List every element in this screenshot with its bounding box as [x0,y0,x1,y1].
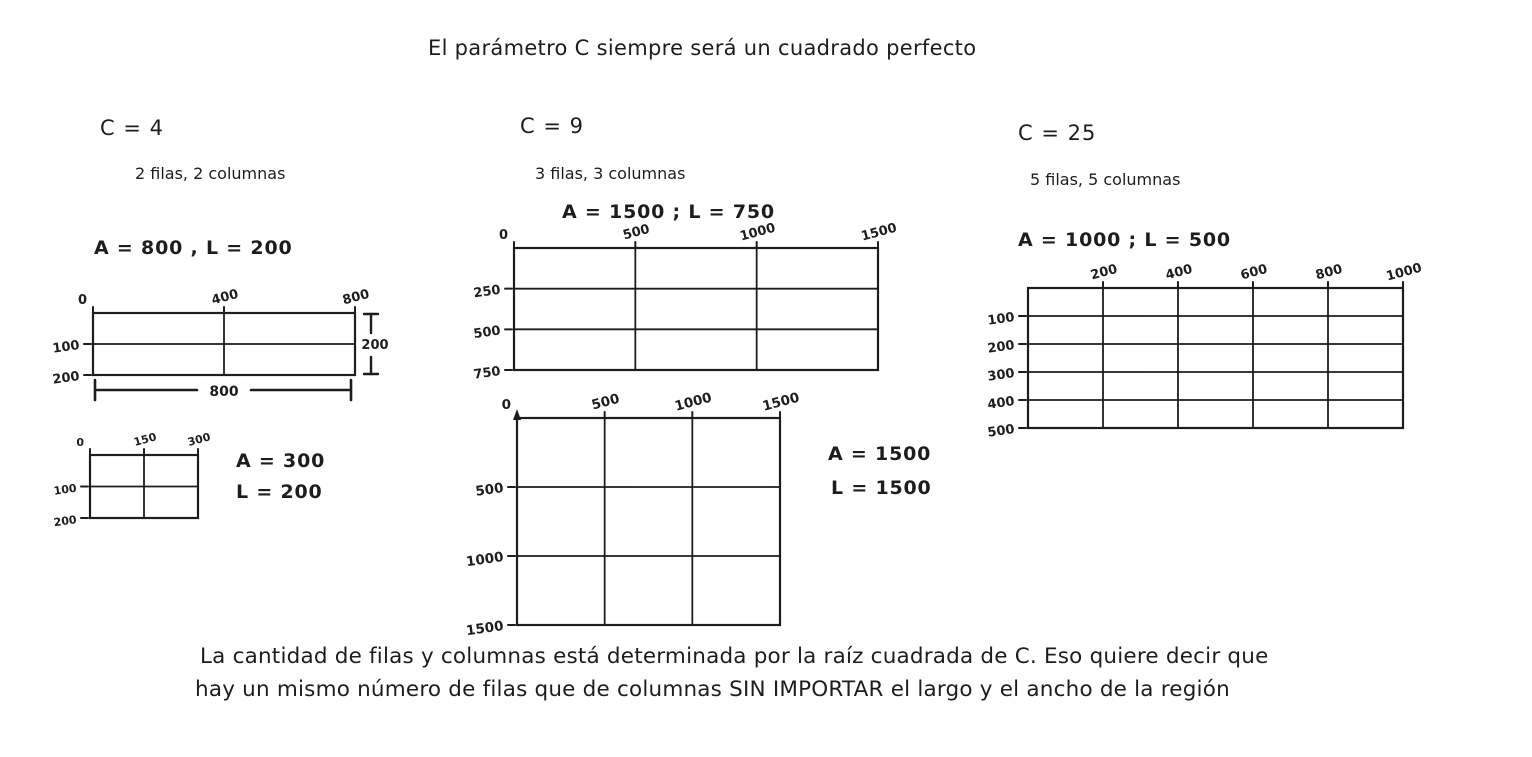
y-tick-label: 100 [51,338,81,357]
footer-line-1: La cantidad de filas y columnas está determinada por la raíz cuadrada de C. Eso quiere decir que [200,644,1269,669]
y-tick-label: 1000 [465,549,505,571]
height-bracket-label: 200 [361,338,389,353]
x-tick-label: 400 [1164,261,1195,284]
grid-border [514,248,878,370]
panel-c4-formula: A = 800 , L = 200 [94,237,293,259]
width-bracket-label: 800 [209,384,239,400]
y-tick-label: 400 [986,394,1016,413]
x-tick-label: 150 [132,430,158,449]
grid-c9-square [465,390,801,640]
x-tick-label: 1000 [1384,260,1424,285]
page-title: El parámetro C siempre será un cuadrado perfecto [428,36,977,60]
panel-c4-heading: C = 4 [100,116,164,140]
grid-c4-large [52,287,389,400]
x-tick-label: 800 [1314,261,1345,284]
x-tick-label: 500 [621,221,652,244]
y-tick-label: 1500 [465,618,505,640]
axis-arrowhead [513,409,521,420]
panel-c4-length-label: L = 200 [236,481,323,503]
grid-c4-small [53,430,212,529]
panel-c9-subtitle: 3 filas, 3 columnas [535,164,686,183]
x-tick-label: 400 [210,286,241,309]
x-tick-label: 1500 [760,389,802,415]
y-tick-label: 500 [474,480,505,500]
x-tick-label: 0 [76,436,84,449]
grid-border [517,418,780,625]
x-tick-label: 0 [501,397,511,413]
panel-c4-subtitle: 2 filas, 2 columnas [135,164,286,183]
panel-c25-formula: A = 1000 ; L = 500 [1018,229,1231,251]
y-tick-label: 750 [472,364,502,383]
y-tick-label: 500 [986,422,1016,441]
x-tick-label: 200 [1089,261,1120,284]
y-tick-label: 250 [472,282,502,302]
panel-c4-area-label: A = 300 [236,450,326,472]
y-tick-label: 500 [472,323,502,343]
grid-c25 [987,261,1424,441]
panel-c9-heading: C = 9 [520,114,584,138]
x-tick-label: 300 [186,430,212,449]
footer-line-2: hay un mismo número de filas que de columnas SIN IMPORTAR el largo y el ancho de la región [195,677,1230,702]
x-tick-label: 0 [498,228,508,243]
panel-c25-heading: C = 25 [1018,121,1097,145]
panel-c9-formula: A = 1500 ; L = 750 [562,201,775,223]
panel-c9-area-label: A = 1500 [828,443,932,465]
x-tick-label: 500 [589,390,622,414]
y-tick-label: 100 [986,310,1016,329]
x-tick-label: 1500 [859,220,899,245]
y-tick-label: 200 [52,513,78,530]
y-tick-label: 300 [986,366,1016,385]
grid-c9-wide [473,221,899,383]
y-tick-label: 200 [51,369,81,388]
y-tick-label: 200 [986,338,1016,357]
x-tick-label: 0 [77,293,87,308]
x-tick-label: 1000 [738,220,778,245]
panel-c9-length-label: L = 1500 [831,477,932,499]
grid-border [1028,288,1403,428]
x-tick-label: 1000 [673,389,714,415]
x-tick-label: 600 [1239,261,1270,284]
panel-c25-subtitle: 5 filas, 5 columnas [1030,170,1181,189]
x-tick-label: 800 [341,286,372,309]
y-tick-label: 100 [52,481,78,498]
